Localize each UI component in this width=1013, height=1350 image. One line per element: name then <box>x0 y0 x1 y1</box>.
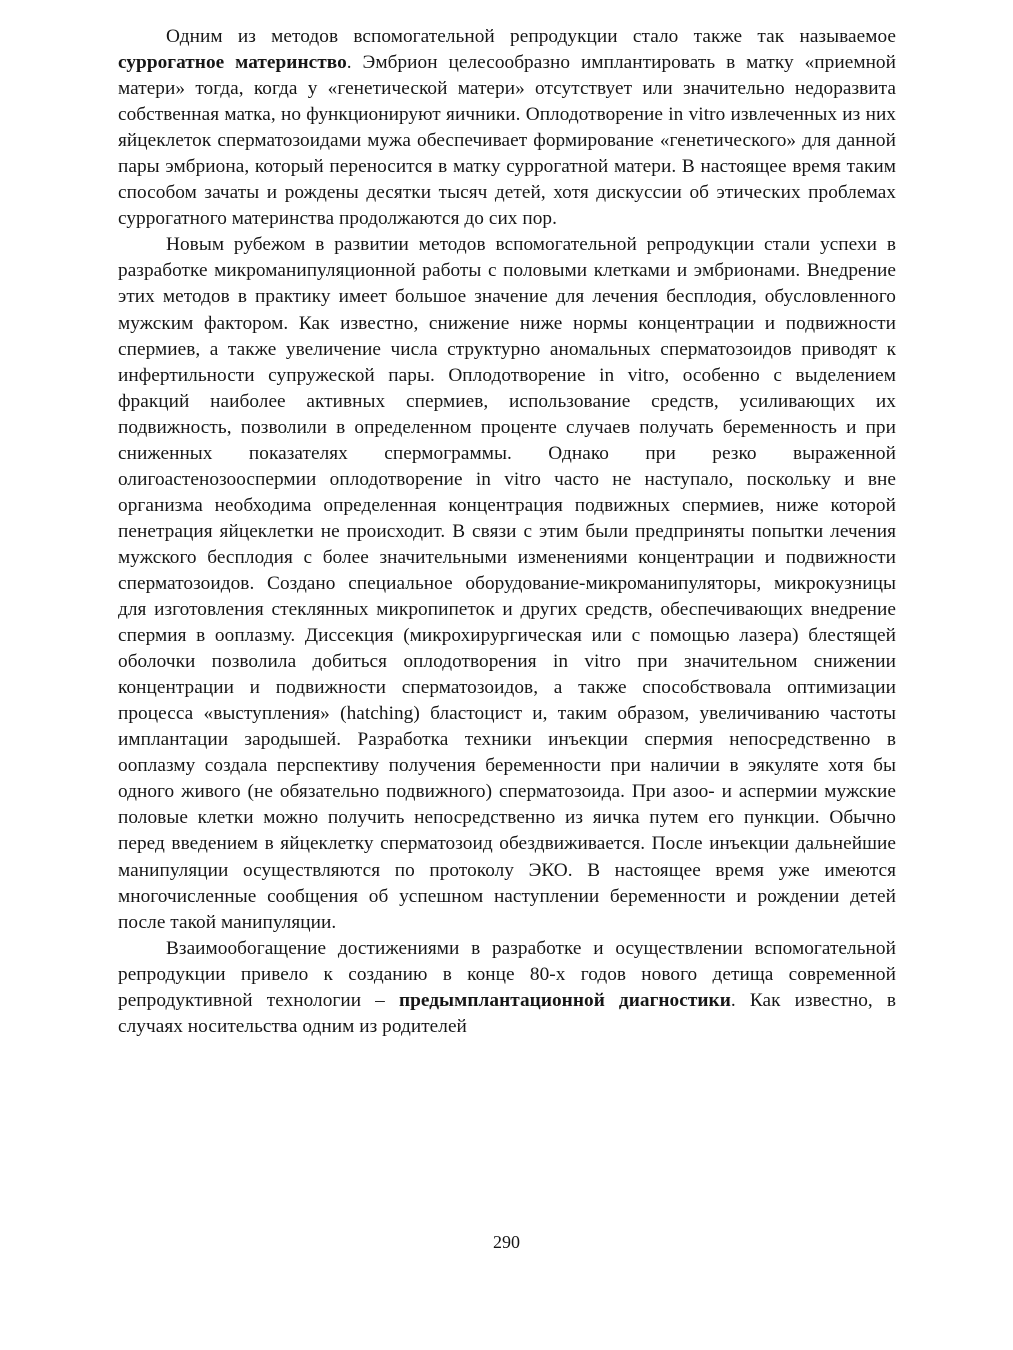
paragraph-micromanipulation <box>118 232 896 935</box>
text-run: Одним из методов вспомогательной репродукции стало также так называемое <box>166 26 896 47</box>
text-run: . Как известно, в случаях носительства одним из родителей <box>118 989 896 1037</box>
page-number: 290 <box>493 1232 520 1252</box>
bold-term-surrogacy: суррогатное материнство <box>118 52 347 74</box>
bold-term-preimplantation: предымплантационной диагностики <box>398 989 731 1011</box>
text-run: Новым рубежом в развитии методов вспомогательной репродукции стали успехи в разработке микроманипуляционной работы с половыми клетками и эмбрионами. Внедрение этих методов в практику имеет большое значение для лечения бесплодия, обусловленного мужским фактором. Как известно, снижение ниже нормы концентрации и подвижности спермиев, а также увеличение числа структурно аномальных сперматозоидов приводят к инфертильности супружеской пары. Оплодотворение in vitro, особенно с выделением фракций наиболее активных спермиев, использование средств, усиливающих их подвижность, позволили в определенном проценте случаев получать беременность и при сниженных показателях спермограммы. Однако при резко выраженной олигоастенозооспермии оплодотворение in vitro часто не наступало, поскольку и вне организма необходима определенная концентрация подвижных спермиев, ниже которой пенетрация яйцеклетки не происходит. В связи с этим были предприняты попытки лечения мужского бесплодия с более значительными изменениями концентрации и подвижности сперматозоидов. Создано специальное оборудование-микроманипуляторы, микрокузницы для изготовления стеклянных микропипеток и других средств, обеспечивающих внедрение спермия в ооплазму. Диссекция (микрохирургическая или с помощью лазера) блестящей оболочки позволила добиться оплодотворения in vitro при значительном снижении концентрации и подвижности сперматозоидов, а также способствовала оптимизации процесса «выступления» (hatching) бластоцист и, таким образом, увеличиванию частоты имплантации зародышей. Разработка техники инъекции спермия непосредственно в ооплазму создала перспективу получения беременности при наличии в эякуляте хотя бы одного живого (не обязательно подвижного) сперматозоида. При азоо- и аспермии мужские половые клетки можно получить непосредственно из яичка путем его пункции. Обычно перед введением в яйцеклетку сперматозоид обездвиживается. После инъекции дальнейшие манипуляции осуществляются по протоколу ЭКО. В настоящее время уже имеются многочисленные сообщения об успешном наступлении беременности и рождении детей после такой манипуляции. <box>118 234 896 933</box>
document-page <box>118 24 896 1040</box>
text-run: . Эмбрион целесообразно имплантировать в матку «приемной матери» тогда, когда у «генетической матери» отсутствует или значительно недоразвита собственная матка, но функционируют яичники. Оплодотворение in vitro извлеченных из них яйцеклеток сперматозоидами мужа обеспечивает формирование «генетического» для данной пары эмбриона, который переносится в матку суррогатной матери. В настоящее время таким способом зачаты и рождены десятки тысяч детей, хотя дискуссии об этических проблемах суррогатного материнства продолжаются до сих пор. <box>118 52 896 230</box>
paragraph-preimplantation <box>118 936 896 1040</box>
paragraph-surrogacy <box>118 24 896 232</box>
text-run: Взаимообогащение достижениями в разработке и осуществлении вспомогательной репродукции привело к созданию в конце 80-х годов нового детища современной репродуктивной технологии – <box>118 937 896 1011</box>
